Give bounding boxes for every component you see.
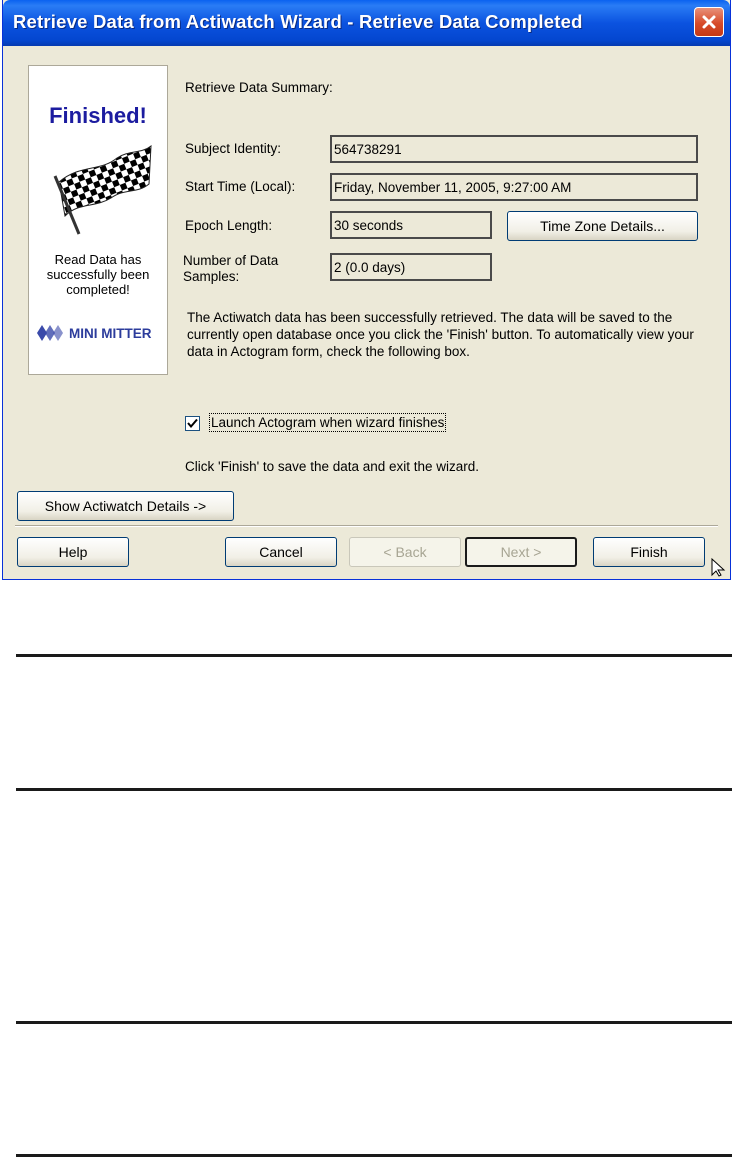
page-rule [16,1021,732,1024]
start-time-label: Start Time (Local): [185,179,296,194]
next-button[interactable]: Next > [465,537,577,567]
close-button[interactable] [694,7,724,37]
read-complete-message: Read Data has successfully been completed! [46,252,150,297]
checkmark-icon [186,417,199,430]
show-actiwatch-details-button[interactable]: Show Actiwatch Details -> [17,491,234,521]
resize-grip-icon[interactable] [708,557,728,577]
start-time-field: Friday, November 11, 2005, 9:27:00 AM [330,173,698,201]
samples-label [183,253,278,285]
page-rule [16,654,732,657]
launch-actogram-label[interactable]: Launch Actogram when wizard finishes [211,415,445,430]
wizard-window [2,0,731,580]
subject-identity-field: 564738291 [330,135,698,163]
samples-label-line1: Number of Data [183,253,279,268]
epoch-length-field: 30 seconds [330,211,492,239]
retrieve-success-message: The Actiwatch data has been successfully retrieved. The data will be saved to the currently open database once you click the 'Finish' button. To automatically view your data in Actogram form, check the following box. [187,310,694,359]
close-icon [701,14,717,30]
finished-heading: Finished! [49,103,147,128]
back-button[interactable]: < Back [349,537,461,567]
cancel-button[interactable]: Cancel [225,537,337,567]
launch-actogram-checkbox[interactable] [185,416,200,431]
checkered-flag-icon [45,144,155,241]
samples-field: 2 (0.0 days) [330,253,492,281]
time-zone-details-button[interactable]: Time Zone Details... [507,211,698,241]
help-button[interactable]: Help [17,537,129,567]
samples-label-line2: Samples: [183,269,240,284]
window-title: Retrieve Data from Actiwatch Wizard - Retrieve Data Completed [13,11,583,32]
subject-identity-label: Subject Identity: [185,141,282,156]
logo-text: MINI MITTER [69,325,152,341]
wizard-side-panel [28,65,168,375]
finish-button[interactable]: Finish [593,537,705,567]
summary-heading: Retrieve Data Summary: [185,80,333,95]
mini-mitter-logo-icon [35,323,65,343]
mini-mitter-logo [35,323,165,343]
epoch-length-label: Epoch Length: [185,218,273,233]
finish-hint: Click 'Finish' to save the data and exit the wizard. [185,459,480,474]
page-rule [16,788,732,791]
divider [15,525,718,527]
title-bar[interactable] [3,0,730,46]
page-rule [16,1154,732,1157]
